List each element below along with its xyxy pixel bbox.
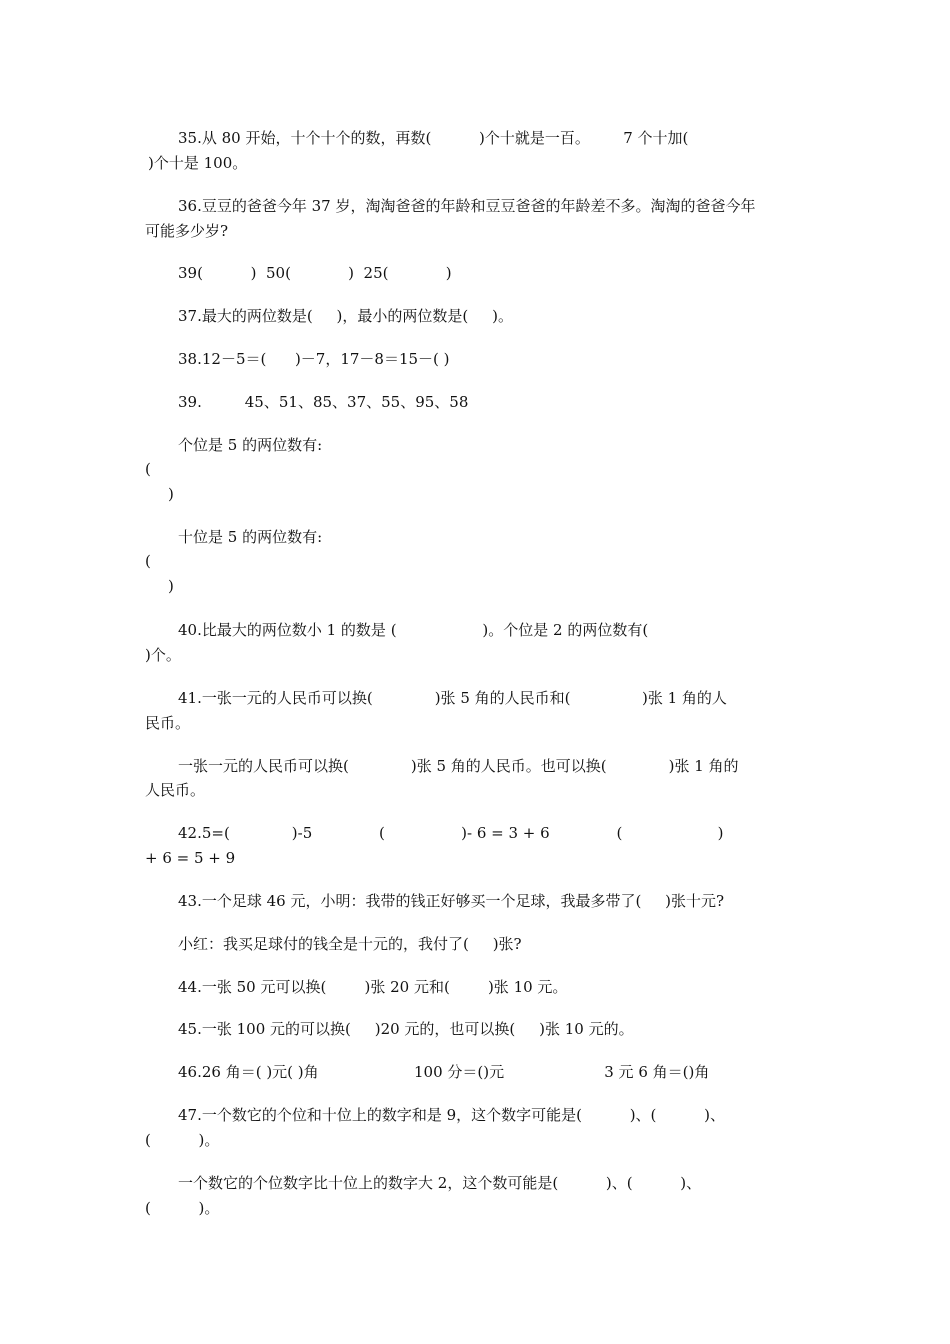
- ones-digit-5-open: (: [145, 460, 151, 478]
- question-35-line-2: )个十是 100。: [148, 154, 248, 172]
- ones-digit-5-prompt: 个位是 5 的两位数有:: [178, 436, 323, 454]
- ones-digit-5-close: ): [168, 485, 174, 503]
- question-36-line-2: 可能多少岁?: [145, 222, 229, 240]
- question-41b-line-1: 一张一元的人民币可以换( )张 5 角的人民币。也可以换( )张 1 角的: [178, 757, 739, 775]
- question-43-line-1: 43.一个足球 46 元，小明：我带的钱正好够买一个足球，我最多带了( )张十元?: [178, 892, 725, 910]
- question-35-line-1: 35.从 80 开始，十个十个的数，再数( )个十就是一百。 7 个十加(: [178, 129, 689, 147]
- question-42-line-2: + 6 = 5 + 9: [145, 849, 236, 867]
- question-41-line-1: 41.一张一元的人民币可以换( )张 5 角的人民币和( )张 1 角的人: [178, 689, 727, 707]
- question-40-line-1: 40.比最大的两位数小 1 的数是 ( )。个位是 2 的两位数有(: [178, 621, 649, 639]
- question-36-line-1: 36.豆豆的爸爸今年 37 岁，淘淘爸爸的年龄和豆豆爸爸的年龄差不多。淘淘的爸爸今年: [178, 197, 756, 215]
- question-38: 38.12－5＝( )－7，17－8＝15－( ): [178, 350, 450, 368]
- question-46: 46.26 角＝( )元( )角 100 分＝()元 3 元 6 角＝()角: [178, 1063, 710, 1081]
- question-41b-line-2: 人民币。: [145, 781, 206, 799]
- question-39: 39. 45、51、85、37、55、95、58: [178, 393, 469, 411]
- question-43-line-2: 小红：我买足球付的钱全是十元的，我付了( )张?: [178, 935, 522, 953]
- question-44: 44.一张 50 元可以换( )张 20 元和( )张 10 元。: [178, 978, 568, 996]
- question-36-options: 39( ) 50( ) 25( ): [178, 264, 452, 282]
- question-41-line-2: 民币。: [145, 714, 191, 732]
- question-40-line-2: )个。: [145, 646, 181, 664]
- question-47-line-2: ( )。: [145, 1131, 220, 1149]
- question-47-line-1: 47.一个数它的个位和十位上的数字和是 9，这个数字可能是( )、( )、: [178, 1106, 725, 1124]
- question-42-line-1: 42.5=( )-5 ( )- 6 = 3 + 6 ( ): [178, 824, 724, 842]
- tens-digit-5-prompt: 十位是 5 的两位数有:: [178, 528, 323, 546]
- question-47b-line-1: 一个数它的个位数字比十位上的数字大 2，这个数可能是( )、( )、: [178, 1174, 702, 1192]
- tens-digit-5-close: ): [168, 577, 174, 595]
- question-45: 45.一张 100 元的可以换( )20 元的，也可以换( )张 10 元的。: [178, 1020, 634, 1038]
- question-37: 37.最大的两位数是( )，最小的两位数是( )。: [178, 307, 513, 325]
- question-47b-line-2: ( )。: [145, 1199, 220, 1217]
- tens-digit-5-open: (: [145, 552, 151, 570]
